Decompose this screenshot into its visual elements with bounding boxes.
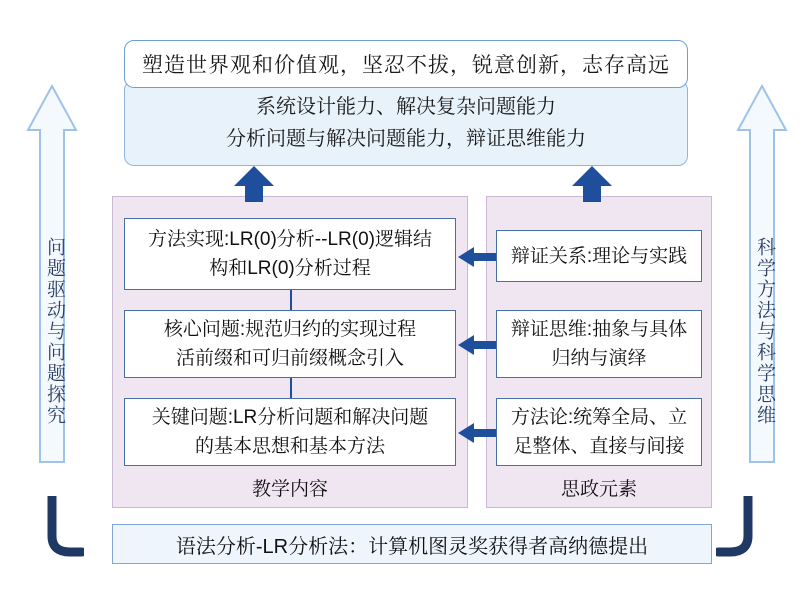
capability-line-1: 系统设计能力、解决复杂问题能力 bbox=[256, 96, 556, 118]
ideological-elements-label: 思政元素 bbox=[560, 478, 637, 500]
link-arrow-icon-1 bbox=[458, 246, 496, 273]
capability-box bbox=[124, 80, 688, 166]
left-column-connector-2 bbox=[290, 378, 292, 398]
teaching-cell-1-line-2: 构和LR(0)分析过程 bbox=[209, 258, 371, 279]
ideological-cell-2-line-1: 辩证思维:抽象与具体 bbox=[510, 319, 688, 340]
teaching-cell-1-line-1: 方法实现:LR(0)分析--LR(0)逻辑结 bbox=[148, 229, 432, 250]
bottom-summary-bar: 语法分析-LR分析法：计算机图灵奖获得者高纳德提出 bbox=[112, 524, 712, 564]
teaching-cell-3 bbox=[124, 398, 456, 466]
link-arrow-icon-3 bbox=[458, 422, 496, 449]
teaching-content-label: 教学内容 bbox=[251, 478, 328, 500]
right-hook-icon bbox=[716, 496, 756, 565]
capability-line-2: 分析问题与解决问题能力，辩证思维能力 bbox=[226, 128, 586, 150]
ideological-cell-1 bbox=[496, 230, 702, 282]
teaching-cell-2 bbox=[124, 310, 456, 378]
left-hook-icon bbox=[44, 496, 84, 565]
left-up-arrow-icon bbox=[232, 166, 276, 207]
left-column-connector bbox=[290, 290, 292, 310]
ideological-cell-3-line-2: 足整体、直接与间接 bbox=[513, 436, 685, 457]
ideological-cell-2-line-2: 归纳与演绎 bbox=[551, 348, 647, 369]
right-side-label: 科学方法与科学思维 bbox=[754, 236, 775, 426]
teaching-cell-3-line-2: 的基本思想和基本方法 bbox=[194, 436, 385, 457]
teaching-cell-3-line-1: 关键问题:LR分析问题和解决问题 bbox=[151, 407, 429, 428]
teaching-cell-1 bbox=[124, 218, 456, 290]
right-up-arrow-icon bbox=[570, 166, 614, 207]
link-arrow-icon-2 bbox=[458, 334, 496, 361]
ideological-cell-2 bbox=[496, 310, 702, 378]
top-banner-box: 塑造世界观和价值观，坚忍不拔，锐意创新，志存高远 bbox=[124, 40, 688, 88]
teaching-cell-2-line-1: 核心问题:规范归约的实现过程 bbox=[163, 319, 417, 340]
teaching-cell-2-line-2: 活前缀和可归前缀概念引入 bbox=[175, 348, 404, 369]
ideological-cell-3 bbox=[496, 398, 702, 466]
ideological-cell-3-line-1: 方法论:统筹全局、立 bbox=[510, 407, 688, 428]
left-side-label: 问题驱动与问题探究 bbox=[44, 236, 65, 426]
ideological-cell-1-line-1: 辩证关系:理论与实践 bbox=[510, 245, 688, 267]
